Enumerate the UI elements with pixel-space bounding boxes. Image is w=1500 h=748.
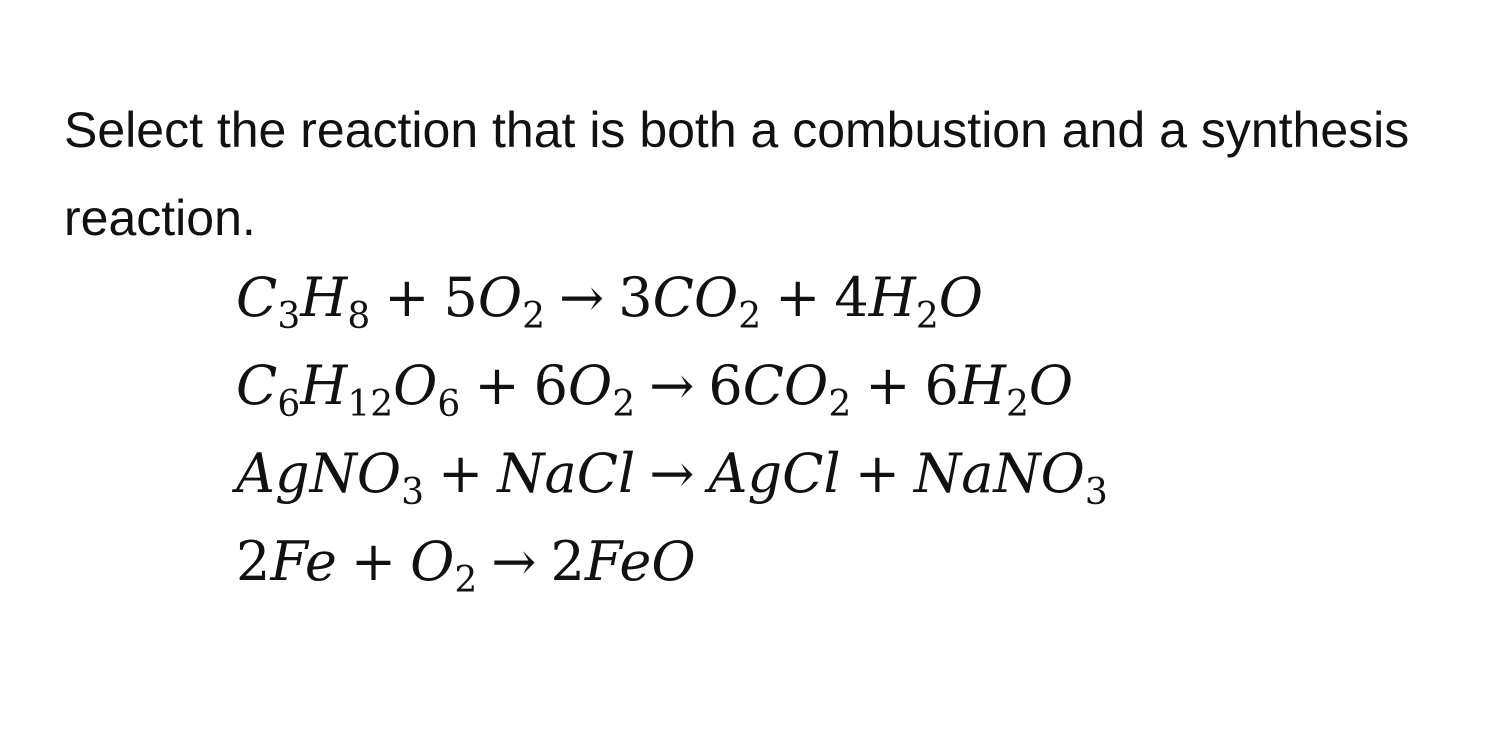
equation-option-1[interactable] <box>236 262 1436 350</box>
equation-term: O <box>410 530 455 593</box>
equation-coefficient: 4 <box>834 266 869 329</box>
plus-sign: + <box>865 354 911 417</box>
equation-subscript: 12 <box>347 384 394 425</box>
equation-term: FeO <box>584 530 696 593</box>
equation-term: O <box>393 354 438 417</box>
equation-option-2[interactable] <box>236 350 1436 438</box>
equation-term: AgCl <box>708 442 841 505</box>
reaction-arrow: → <box>491 530 537 593</box>
equation-coefficient: 6 <box>533 354 568 417</box>
equation-subscript: 3 <box>401 472 424 513</box>
equation-subscript: 2 <box>612 384 636 425</box>
reaction-arrow: → <box>649 354 695 417</box>
equation-subscript: 2 <box>1005 384 1029 425</box>
equation-coefficient: 2 <box>550 530 585 593</box>
plus-sign: + <box>854 442 900 505</box>
equation-list <box>236 262 1436 614</box>
equation-term: O <box>567 354 613 417</box>
equation-term: AgNO <box>236 442 402 505</box>
equation-term: CO <box>742 354 829 417</box>
equation-subscript: 2 <box>738 296 762 337</box>
equation-coefficient: 3 <box>618 266 653 329</box>
equation-subscript: 6 <box>277 384 301 425</box>
equation-subscript: 2 <box>828 384 852 425</box>
equation-term: H <box>958 354 1006 417</box>
reaction-arrow: → <box>559 266 605 329</box>
question-text: Select the reaction that is both a combustion and a synthesis reaction. <box>64 102 1410 246</box>
equation-coefficient: 6 <box>924 354 959 417</box>
equation-term: O <box>1028 354 1074 417</box>
equation-coefficient: 6 <box>708 354 743 417</box>
equation-subscript: 3 <box>277 296 301 337</box>
equation-term: C <box>236 354 278 417</box>
equation-coefficient: 2 <box>236 530 271 593</box>
equation-subscript: 3 <box>1084 472 1108 513</box>
plus-sign: + <box>438 442 484 505</box>
equation-option-3[interactable] <box>236 438 1436 526</box>
equation-coefficient: 5 <box>443 266 478 329</box>
plus-sign: + <box>350 530 397 593</box>
equation-term: O <box>477 266 523 329</box>
equation-term: Fe <box>270 530 337 593</box>
equation-term: H <box>868 266 916 329</box>
equation-term: C <box>236 266 278 329</box>
equation-option-4[interactable] <box>236 526 1436 614</box>
equation-term: NaNO <box>913 442 1085 505</box>
reaction-arrow: → <box>649 442 695 505</box>
equation-subscript: 8 <box>347 296 371 337</box>
plus-sign: + <box>775 266 821 329</box>
equation-term: O <box>938 266 984 329</box>
equation-subscript: 2 <box>915 296 939 337</box>
equation-term: NaCl <box>497 442 636 505</box>
plus-sign: + <box>384 266 430 329</box>
equation-term: H <box>300 354 348 417</box>
equation-subscript: 2 <box>454 560 478 601</box>
equation-subscript: 2 <box>522 296 546 337</box>
plus-sign: + <box>474 354 520 417</box>
equation-subscript: 6 <box>437 384 461 425</box>
equation-term: H <box>300 266 348 329</box>
equation-term: CO <box>652 266 739 329</box>
